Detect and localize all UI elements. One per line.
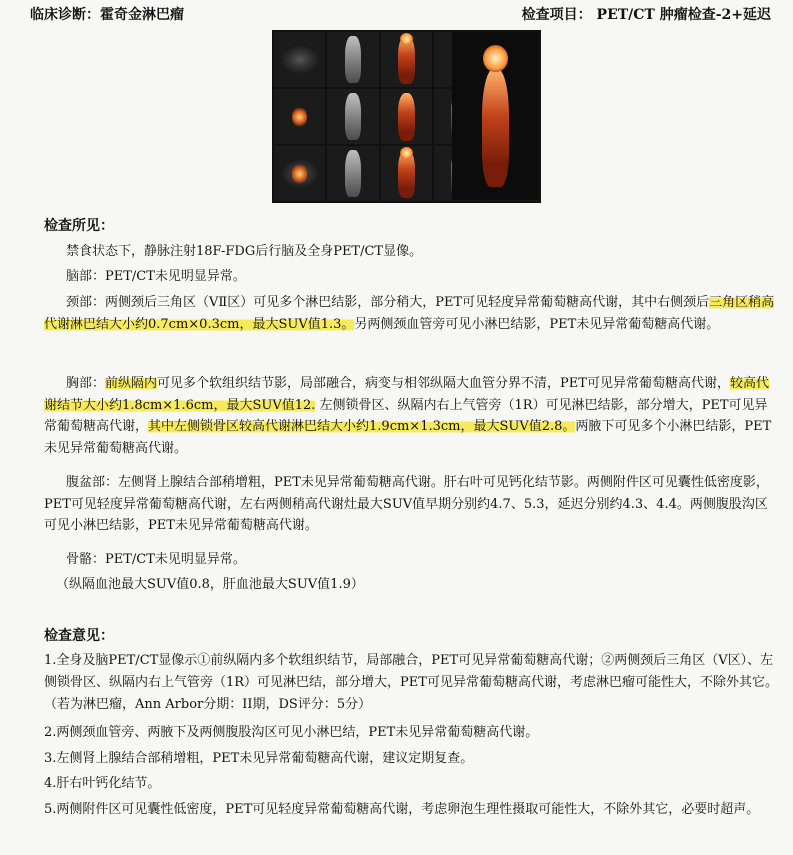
chest-text-e: 左侧锁骨区、纵隔内右上气管旁（1R）可见淋巴结影，部分增大，PET可见异常葡萄糖高代谢， (44, 397, 768, 434)
chest-highlight-2: 较高代谢结节大小约1.8cm×1.6cm，最大SUV值12. (44, 376, 769, 413)
neck-highlight: 三角区稍高代谢淋巴结大小约0.7cm×0.3cm，最大SUV值1.3。 (44, 295, 775, 332)
conclusion-item: 1.全身及脑PET/CT显像示①前纵隔内多个软组织结节，局部融合，PET可见异常葡萄糖高代谢；②两侧颈后三角区（V区）、左侧锁骨区、纵隔内右上气管旁（1R）可见淋巴结，部分增大，PET可见异常葡萄糖高代谢，考虑淋巴瘤可能性大，不除外其它。（若为淋巴瘤，Ann Arbor分期：II期，DS评分：5分） (44, 653, 778, 712)
axial-ct-slice (274, 32, 325, 87)
sagittal-pet-slice (381, 146, 432, 201)
neck-text-a: 颈部：两侧颈后三角区（VⅡ区）可见多个淋巴结影，部分稍大，PET可见轻度异常葡萄糖高代谢，其中右侧颈后 (66, 295, 710, 310)
exam-item: 检查项目： PET/CT 肿瘤检查-2+延迟 (521, 7, 771, 23)
coronal-pet-slice (381, 89, 432, 144)
coronal-ct-slice (327, 32, 378, 87)
conclusion-item: 3.左侧肾上腺结合部稍增粗，PET未见异常葡萄糖高代谢，建议定期复查。 (44, 751, 474, 766)
conclusion-item: 4.肝右叶钙化结节。 (44, 776, 161, 791)
chest-label: 胸部： (66, 376, 106, 391)
findings-brain: 脑部：PET/CT未见明显异常。 (66, 269, 246, 284)
neck-text-c: 另两侧颈血管旁可见小淋巴结影，PET未见异常葡萄糖高代谢。 (354, 316, 720, 332)
findings-neck (44, 292, 780, 335)
findings-title: 检查所见： (44, 218, 114, 234)
axial-fusion-slice (274, 146, 325, 201)
findings-intro: 禁食状态下，静脉注射18F-FDG后行脑及全身PET/CT显像。 (66, 244, 423, 259)
coronal-ct-slice (327, 89, 378, 144)
findings-chest (44, 373, 780, 459)
conclusion-item: 2.两侧颈血管旁、两腋下及两侧腹股沟区可见小淋巴结，PET未见异常葡萄糖高代谢。 (44, 725, 539, 740)
conclusion-title: 检查意见： (44, 628, 114, 644)
chest-text-c: 可见多个软组织结节影，局部融合，病变与相邻纵隔大血管分界不清，PET可见异常葡萄糖高代谢， (157, 376, 730, 391)
axial-pet-slice (274, 89, 325, 144)
coronal-pet-slice (381, 32, 432, 87)
chest-highlight-1: 前纵隔内 (105, 376, 158, 391)
clinical-diagnosis: 临床诊断：霍奇金淋巴瘤 (30, 7, 184, 23)
sagittal-ct-slice (327, 146, 378, 201)
findings-bone: 骨骼：PET/CT未见明显异常。 (66, 552, 246, 567)
chest-highlight-3: 其中左侧锁骨区较高代谢淋巴结大小约1.9cm×1.3cm，最大SUV值2.8。 (148, 419, 576, 434)
findings-abdomen: 腹盆部：左侧肾上腺结合部稍增粗，PET未见异常葡萄糖高代谢。肝右叶可见钙化结节影。两侧附件区可见囊性低密度影，PET可见轻度异常葡萄糖高代谢，左右两侧稍高代谢灶最大SUV值早期分别约4.7、5.3，延迟分别约4.3、4.4。两侧腹股沟区可见小淋巴结影，PET未见异常葡萄糖高代谢。 (44, 475, 769, 533)
conclusion-item: 5.两侧附件区可见囊性低密度，PET可见轻度异常葡萄糖高代谢，考虑卵泡生理性摄取可能性大，不除外其它，必要时超声。 (44, 802, 760, 817)
chest-text-g: 两腋下可见多个小淋巴结影，PET未见异常葡萄糖高代谢。 (44, 419, 772, 456)
mip-whole-body-image (452, 32, 539, 200)
findings-note: （纵隔血池最大SUV值0.8，肝血池最大SUV值1.9） (56, 577, 364, 592)
